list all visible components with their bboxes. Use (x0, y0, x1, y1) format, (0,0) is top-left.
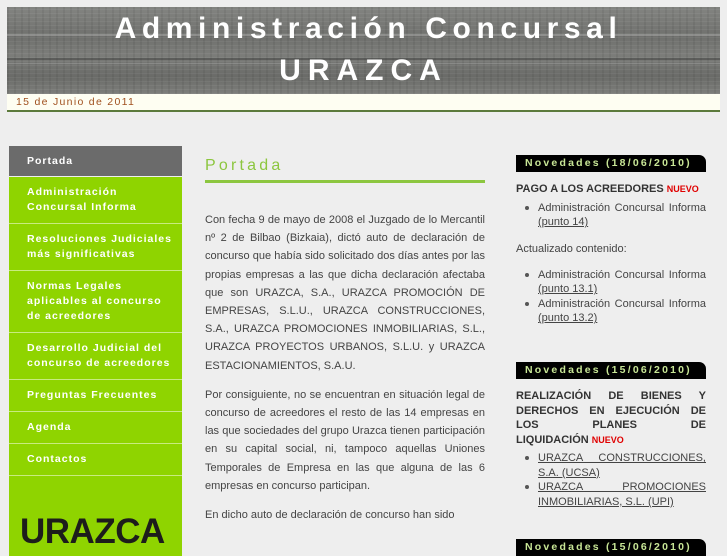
novedades-block (516, 155, 706, 326)
novedades-title (516, 182, 706, 197)
site-header (7, 7, 720, 94)
sidebar-item-contactos[interactable]: Contactos (9, 444, 182, 476)
current-date: 15 de Junio de 2011 (16, 96, 136, 108)
nuevo-badge: NUEVO (591, 434, 624, 445)
urazca-logo-box (9, 476, 182, 556)
list-item (538, 201, 706, 230)
novedades-header: Novedades (15/06/2010) (516, 539, 706, 556)
paragraph: Por consiguiente, no se encuentran en situación legal de concurso de acreedores el resto de las 14 empresas en las que sociedades del grupo Urazca tienen participación en su capital social, ni, tampoco aquellas Uniones Temporales de Empresa en las que alguna de las 6 empresas en concurso participan. (205, 388, 485, 492)
novedades-sidebar (516, 155, 706, 556)
sidebar-nav (9, 146, 182, 556)
list-item (538, 480, 706, 509)
date-bar (7, 94, 720, 112)
novedades-header: Novedades (18/06/2010) (516, 155, 706, 172)
novedades-list (516, 201, 706, 230)
novedades-title-text: REALIZACIÓN DE BIENES Y DERECHOS EN EJECUCIÓN DE LOS PLANES DE LIQUIDACIÓN (516, 390, 706, 446)
punto-13-2-link[interactable]: (punto 13.2) (538, 312, 598, 325)
urazca-logo: URAZCA (20, 512, 165, 551)
list-item-text: Administración Concursal Informa (538, 297, 706, 310)
urazca-construcciones-link[interactable]: URAZCA CONSTRUCCIONES, S.A. (UCSA) (538, 452, 706, 479)
list-item (538, 451, 706, 480)
novedades-block (516, 362, 706, 509)
sidebar-item-preguntas-frecuentes[interactable]: Preguntas Frecuentes (9, 380, 182, 412)
sidebar-item-desarrollo-judicial[interactable]: Desarrollo Judicial del concurso de acreedores (9, 333, 182, 380)
novedades-list (516, 451, 706, 509)
novedades-subtext: Actualizado contenido: (516, 242, 627, 255)
nuevo-badge: NUEVO (666, 184, 699, 194)
sidebar-item-agenda[interactable]: Agenda (9, 412, 182, 444)
page-title: Portada (205, 157, 485, 183)
punto-14-link[interactable]: (punto 14) (538, 216, 589, 229)
site-title-line1: Administración Concursal (114, 12, 623, 45)
sidebar-item-portada[interactable]: Portada (9, 146, 182, 177)
novedades-list (516, 268, 706, 326)
list-item (538, 268, 706, 297)
novedades-header: Novedades (15/06/2010) (516, 362, 706, 379)
paragraph: Con fecha 9 de mayo de 2008 el Juzgado de lo Mercantil nº 2 de Bilbao (Bizkaia), dictó auto de declaración de concurso que había sido solicitado dos días antes por las propias empresas a las que dicha declaración afectaba que son URAZCA, S.A., URAZCA PROMOCIÓN DE EMPRESAS, S.L.U., URAZCA CONSTRUCCIONES, S.A., URAZCA PROMOCIONES INMOBILIARIAS, S.L., URAZCA PROYECTOS URBANOS, S.L.U. y URAZCA ESTACIONAMIENTOS, S.A.U. (205, 214, 485, 372)
list-item-text: Administración Concursal Informa (538, 201, 706, 214)
novedades-block (516, 539, 706, 556)
list-item-text: Administración Concursal Informa (538, 268, 706, 281)
urazca-promociones-link[interactable]: URAZCA PROMOCIONES INMOBILIARIAS, S.L. (UPI) (538, 481, 706, 508)
sidebar-item-normas-legales[interactable]: Normas Legales aplicables al concurso de acreedores (9, 271, 182, 333)
site-title-line2: URAZCA (279, 54, 448, 87)
sidebar-item-administracion-concursal-informa[interactable]: Administración Concursal Informa (9, 177, 182, 224)
novedades-title-text: PAGO A LOS ACREEDORES (516, 183, 664, 195)
paragraph: En dicho auto de declaración de concurso han sido (205, 509, 455, 522)
sidebar-item-resoluciones-judiciales[interactable]: Resoluciones Judiciales más significativas (9, 224, 182, 271)
list-item (538, 297, 706, 326)
novedades-title (516, 389, 706, 447)
punto-13-1-link[interactable]: (punto 13.1) (538, 283, 598, 296)
main-content (205, 157, 485, 524)
